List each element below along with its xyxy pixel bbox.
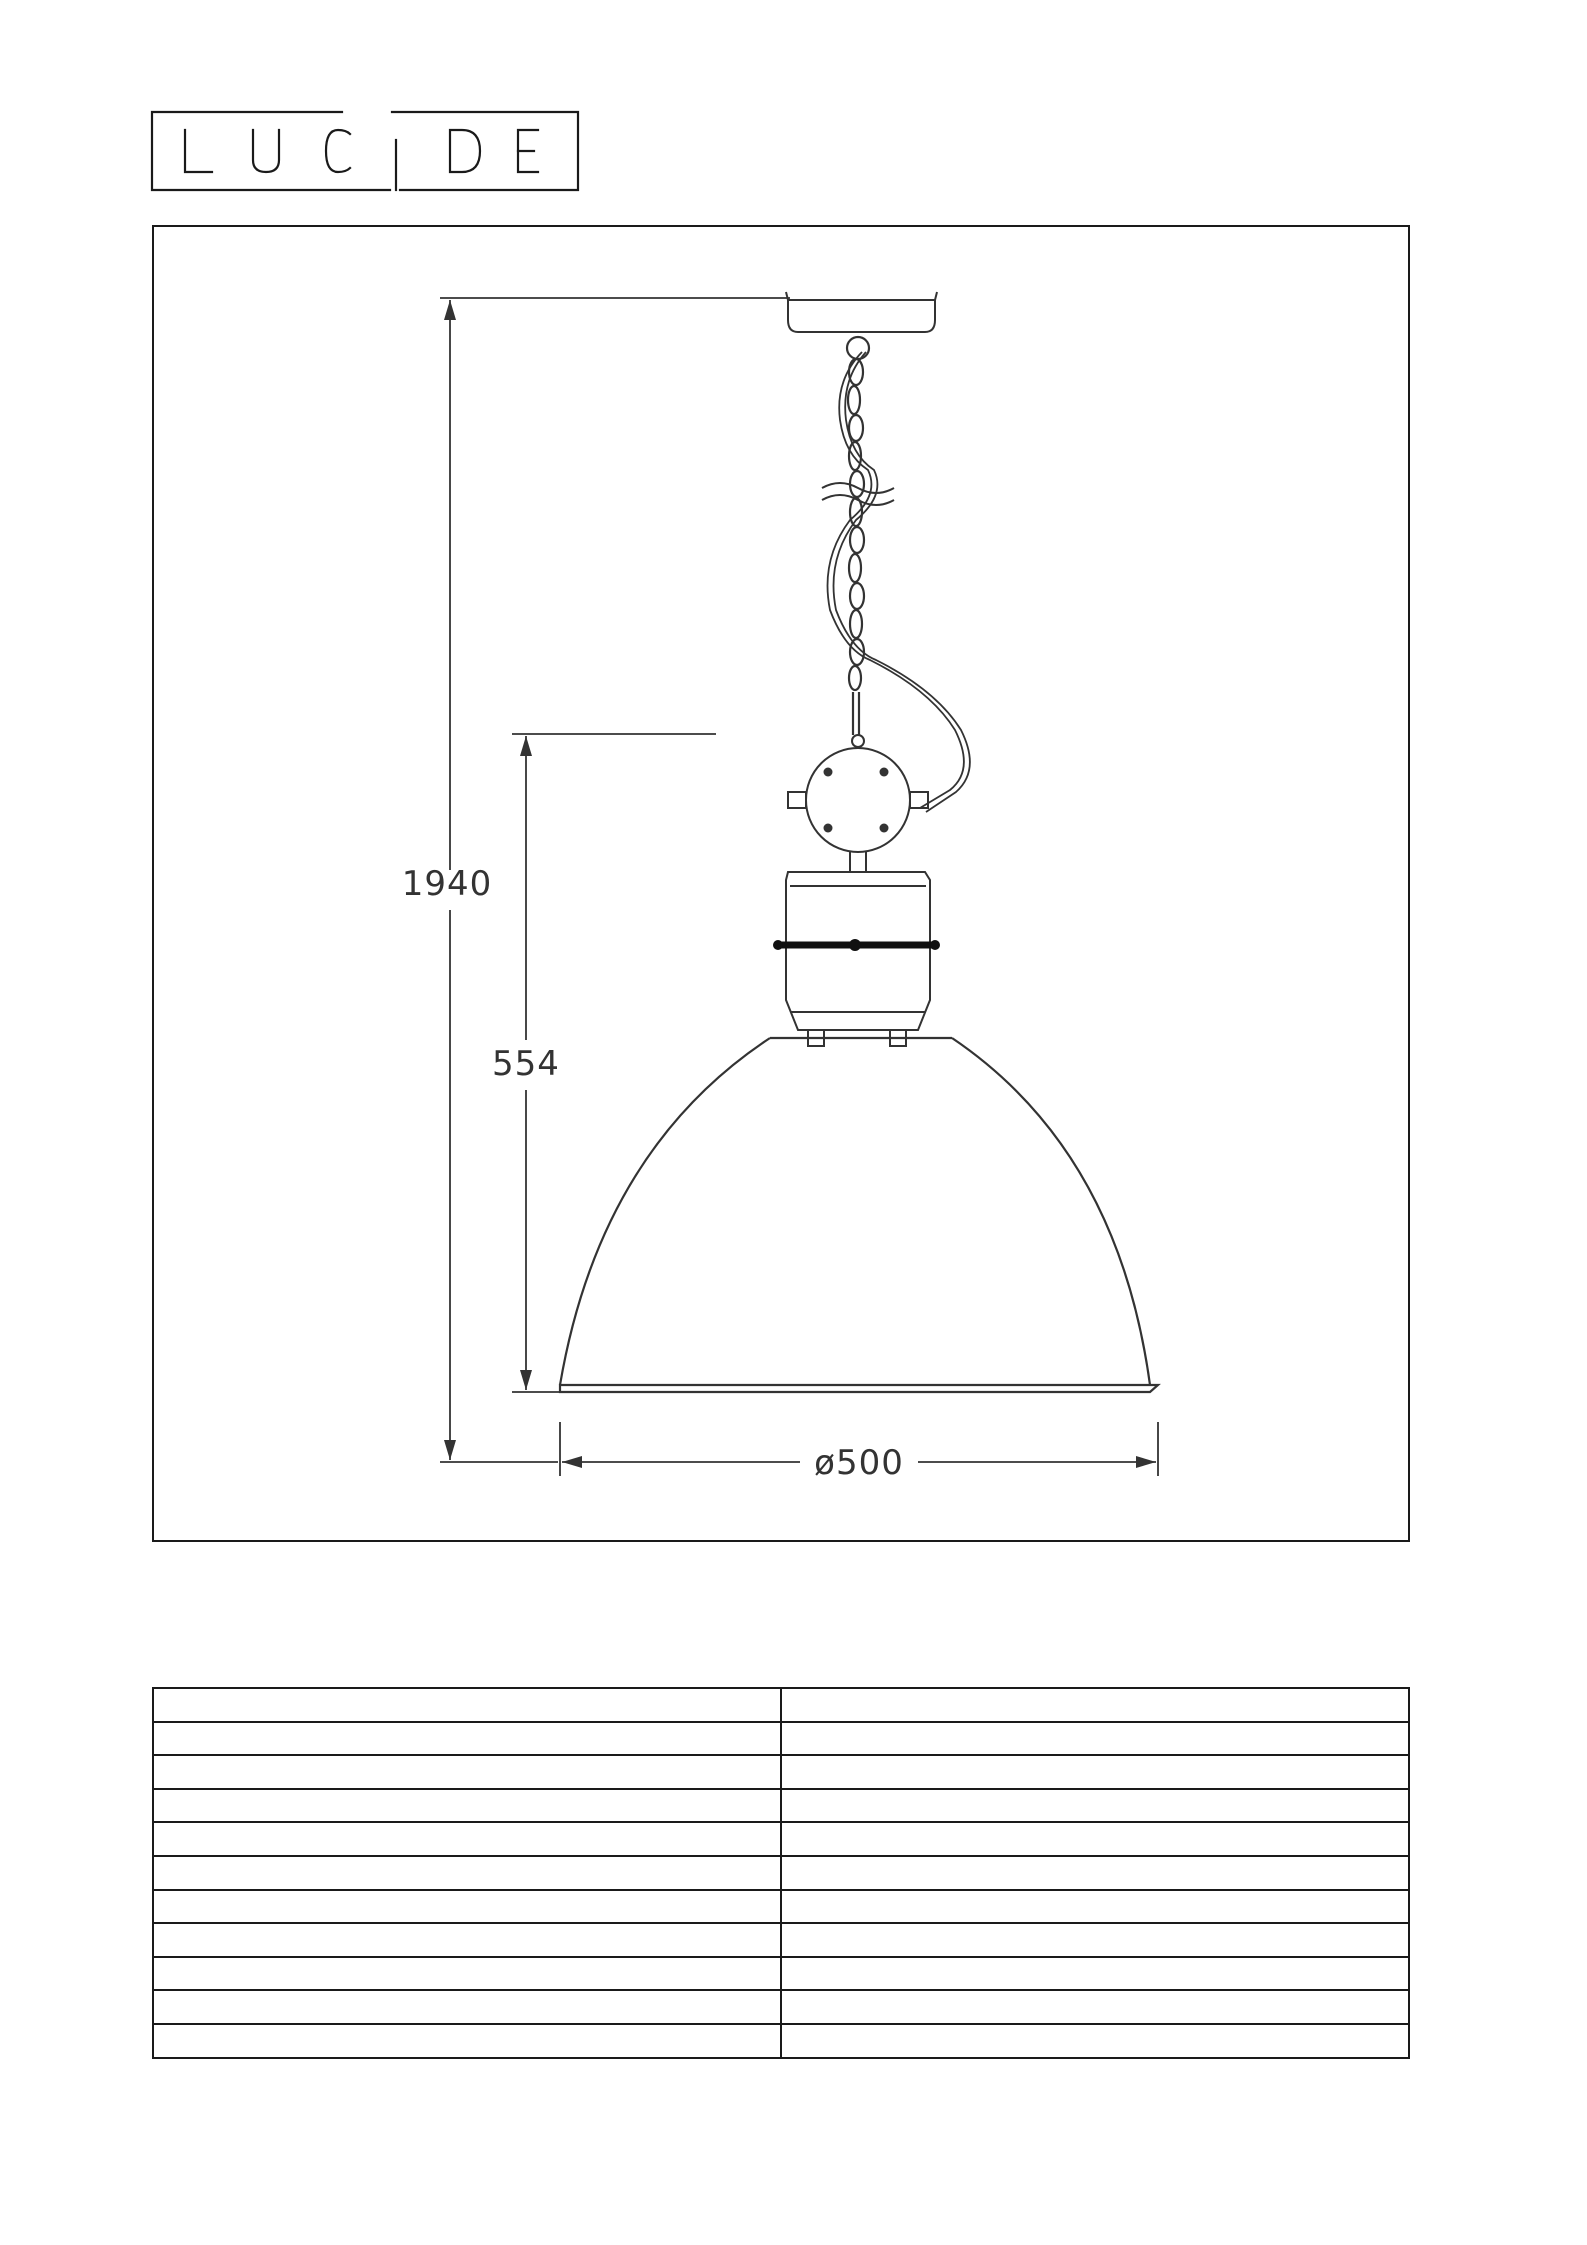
spec-label-cell — [153, 1822, 781, 1856]
chain — [847, 337, 869, 735]
spec-table — [152, 1687, 1410, 2059]
spec-value-cell — [781, 1890, 1409, 1924]
table-row — [153, 1923, 1409, 1957]
table-row — [153, 1722, 1409, 1756]
junction-box — [788, 735, 928, 872]
ceiling-canopy — [786, 292, 937, 332]
spec-label-cell — [153, 2024, 781, 2058]
spec-label-cell — [153, 1755, 781, 1789]
table-row — [153, 1789, 1409, 1823]
table-row — [153, 1688, 1409, 1722]
dim-total-height — [440, 298, 790, 1462]
cable — [828, 352, 970, 812]
spec-label-cell — [153, 1890, 781, 1924]
spec-value-cell — [781, 1990, 1409, 2024]
spec-label-cell — [153, 1957, 781, 1991]
table-row — [153, 1890, 1409, 1924]
table-row — [153, 1856, 1409, 1890]
spec-value-cell — [781, 1822, 1409, 1856]
spec-value-cell — [781, 1755, 1409, 1789]
spec-label-cell — [153, 1722, 781, 1756]
lamp-housing — [773, 872, 940, 1046]
spec-label-cell — [153, 1923, 781, 1957]
dim-shade-height-label: 554 — [492, 1044, 560, 1084]
spec-value-cell — [781, 1722, 1409, 1756]
table-row — [153, 2024, 1409, 2058]
table-row — [153, 1957, 1409, 1991]
spec-label-cell — [153, 1990, 781, 2024]
dim-diameter-label: ø500 — [814, 1443, 904, 1483]
table-row — [153, 1755, 1409, 1789]
spec-value-cell — [781, 1957, 1409, 1991]
spec-label-cell — [153, 1856, 781, 1890]
spec-value-cell — [781, 1688, 1409, 1722]
table-row — [153, 1990, 1409, 2024]
lamp-shade — [560, 1038, 1158, 1392]
spec-value-cell — [781, 1856, 1409, 1890]
spec-value-cell — [781, 1923, 1409, 1957]
dim-total-height-label: 1940 — [401, 864, 493, 904]
spec-label-cell — [153, 1688, 781, 1722]
break-marks — [822, 483, 894, 505]
table-row — [153, 1822, 1409, 1856]
spec-value-cell — [781, 1789, 1409, 1823]
spec-value-cell — [781, 2024, 1409, 2058]
spec-label-cell — [153, 1789, 781, 1823]
